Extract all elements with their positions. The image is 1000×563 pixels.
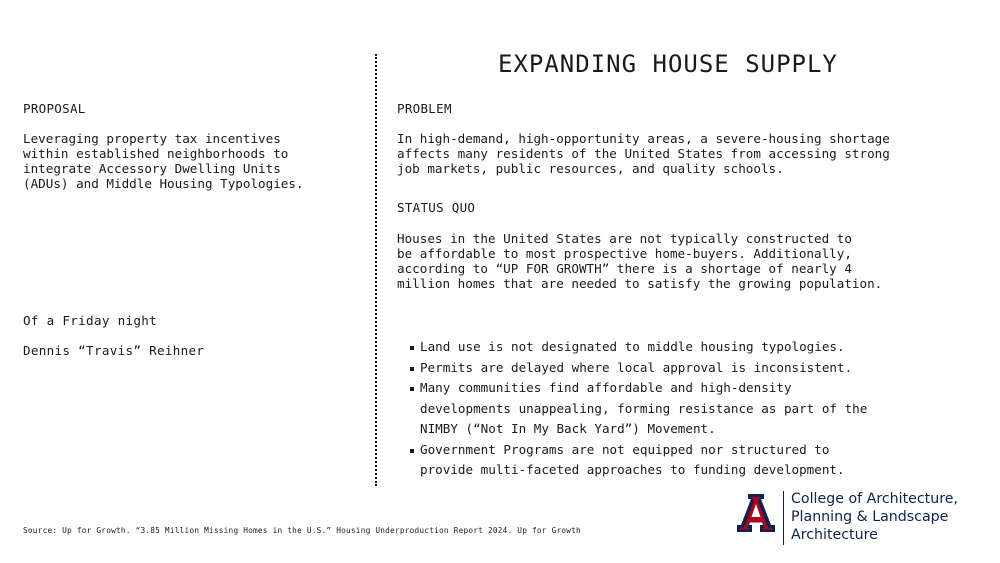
session-note: Of a Friday night: [23, 313, 157, 328]
logo-separator: [783, 491, 784, 545]
college-logo: [735, 489, 975, 547]
bullet-icon: [410, 449, 414, 453]
university-a-logo-icon: [735, 493, 777, 533]
page-title: EXPANDING HOUSE SUPPLY: [498, 50, 838, 78]
college-name-line: Architecture: [791, 527, 878, 543]
college-name-line: Planning & Landscape: [791, 509, 949, 525]
source-citation: Source: Up for Growth. “3.85 Million Missing Homes in the U.S.” Housing Underproduction Report 2024. Up for Growth: [23, 526, 581, 535]
list-item-text: Government Programs are not equipped nor structured to provide multi-faceted approaches to funding development.: [420, 441, 845, 477]
proposal-label: PROPOSAL: [23, 101, 86, 116]
dotted-divider: [375, 54, 377, 486]
problem-text: In high-demand, high-opportunity areas, a severe-housing shortage affects many residents of the United States from accessing strong job markets, public resources, and quality schools.: [397, 131, 890, 176]
list-item-text: Land use is not designated to middle housing typologies.: [420, 339, 845, 354]
list-item-text: Many communities find affordable and high-density developments unappealing, forming resistance as part of the NIMBY (“Not In My Back Yard”) Movement.: [420, 380, 868, 436]
college-name-line: College of Architecture,: [791, 491, 958, 507]
list-item: [410, 337, 867, 358]
list-item: [410, 440, 867, 481]
bullet-icon: [410, 346, 414, 350]
proposal-text: Leveraging property tax incentives within established neighborhoods to integrate Accessory Dwelling Units (ADUs) and Middle Housing Typologies.: [23, 131, 304, 191]
author-name: Dennis “Travis” Reihner: [23, 343, 205, 358]
issues-list: [410, 337, 867, 481]
college-name: [791, 490, 958, 544]
status-quo-label: STATUS QUO: [397, 200, 476, 215]
list-item: [410, 358, 867, 379]
bullet-icon: [410, 387, 414, 391]
status-quo-text: Houses in the United States are not typically constructed to be affordable to most prospective home-buyers. Additionally, according to “UP FOR GROWTH” there is a shortage of nearly 4 million homes that are needed to satisfy the growing population.: [397, 231, 883, 291]
bullet-icon: [410, 367, 414, 371]
list-item-text: Permits are delayed where local approval is inconsistent.: [420, 359, 853, 375]
problem-label: PROBLEM: [397, 101, 452, 116]
list-item: [410, 378, 867, 440]
